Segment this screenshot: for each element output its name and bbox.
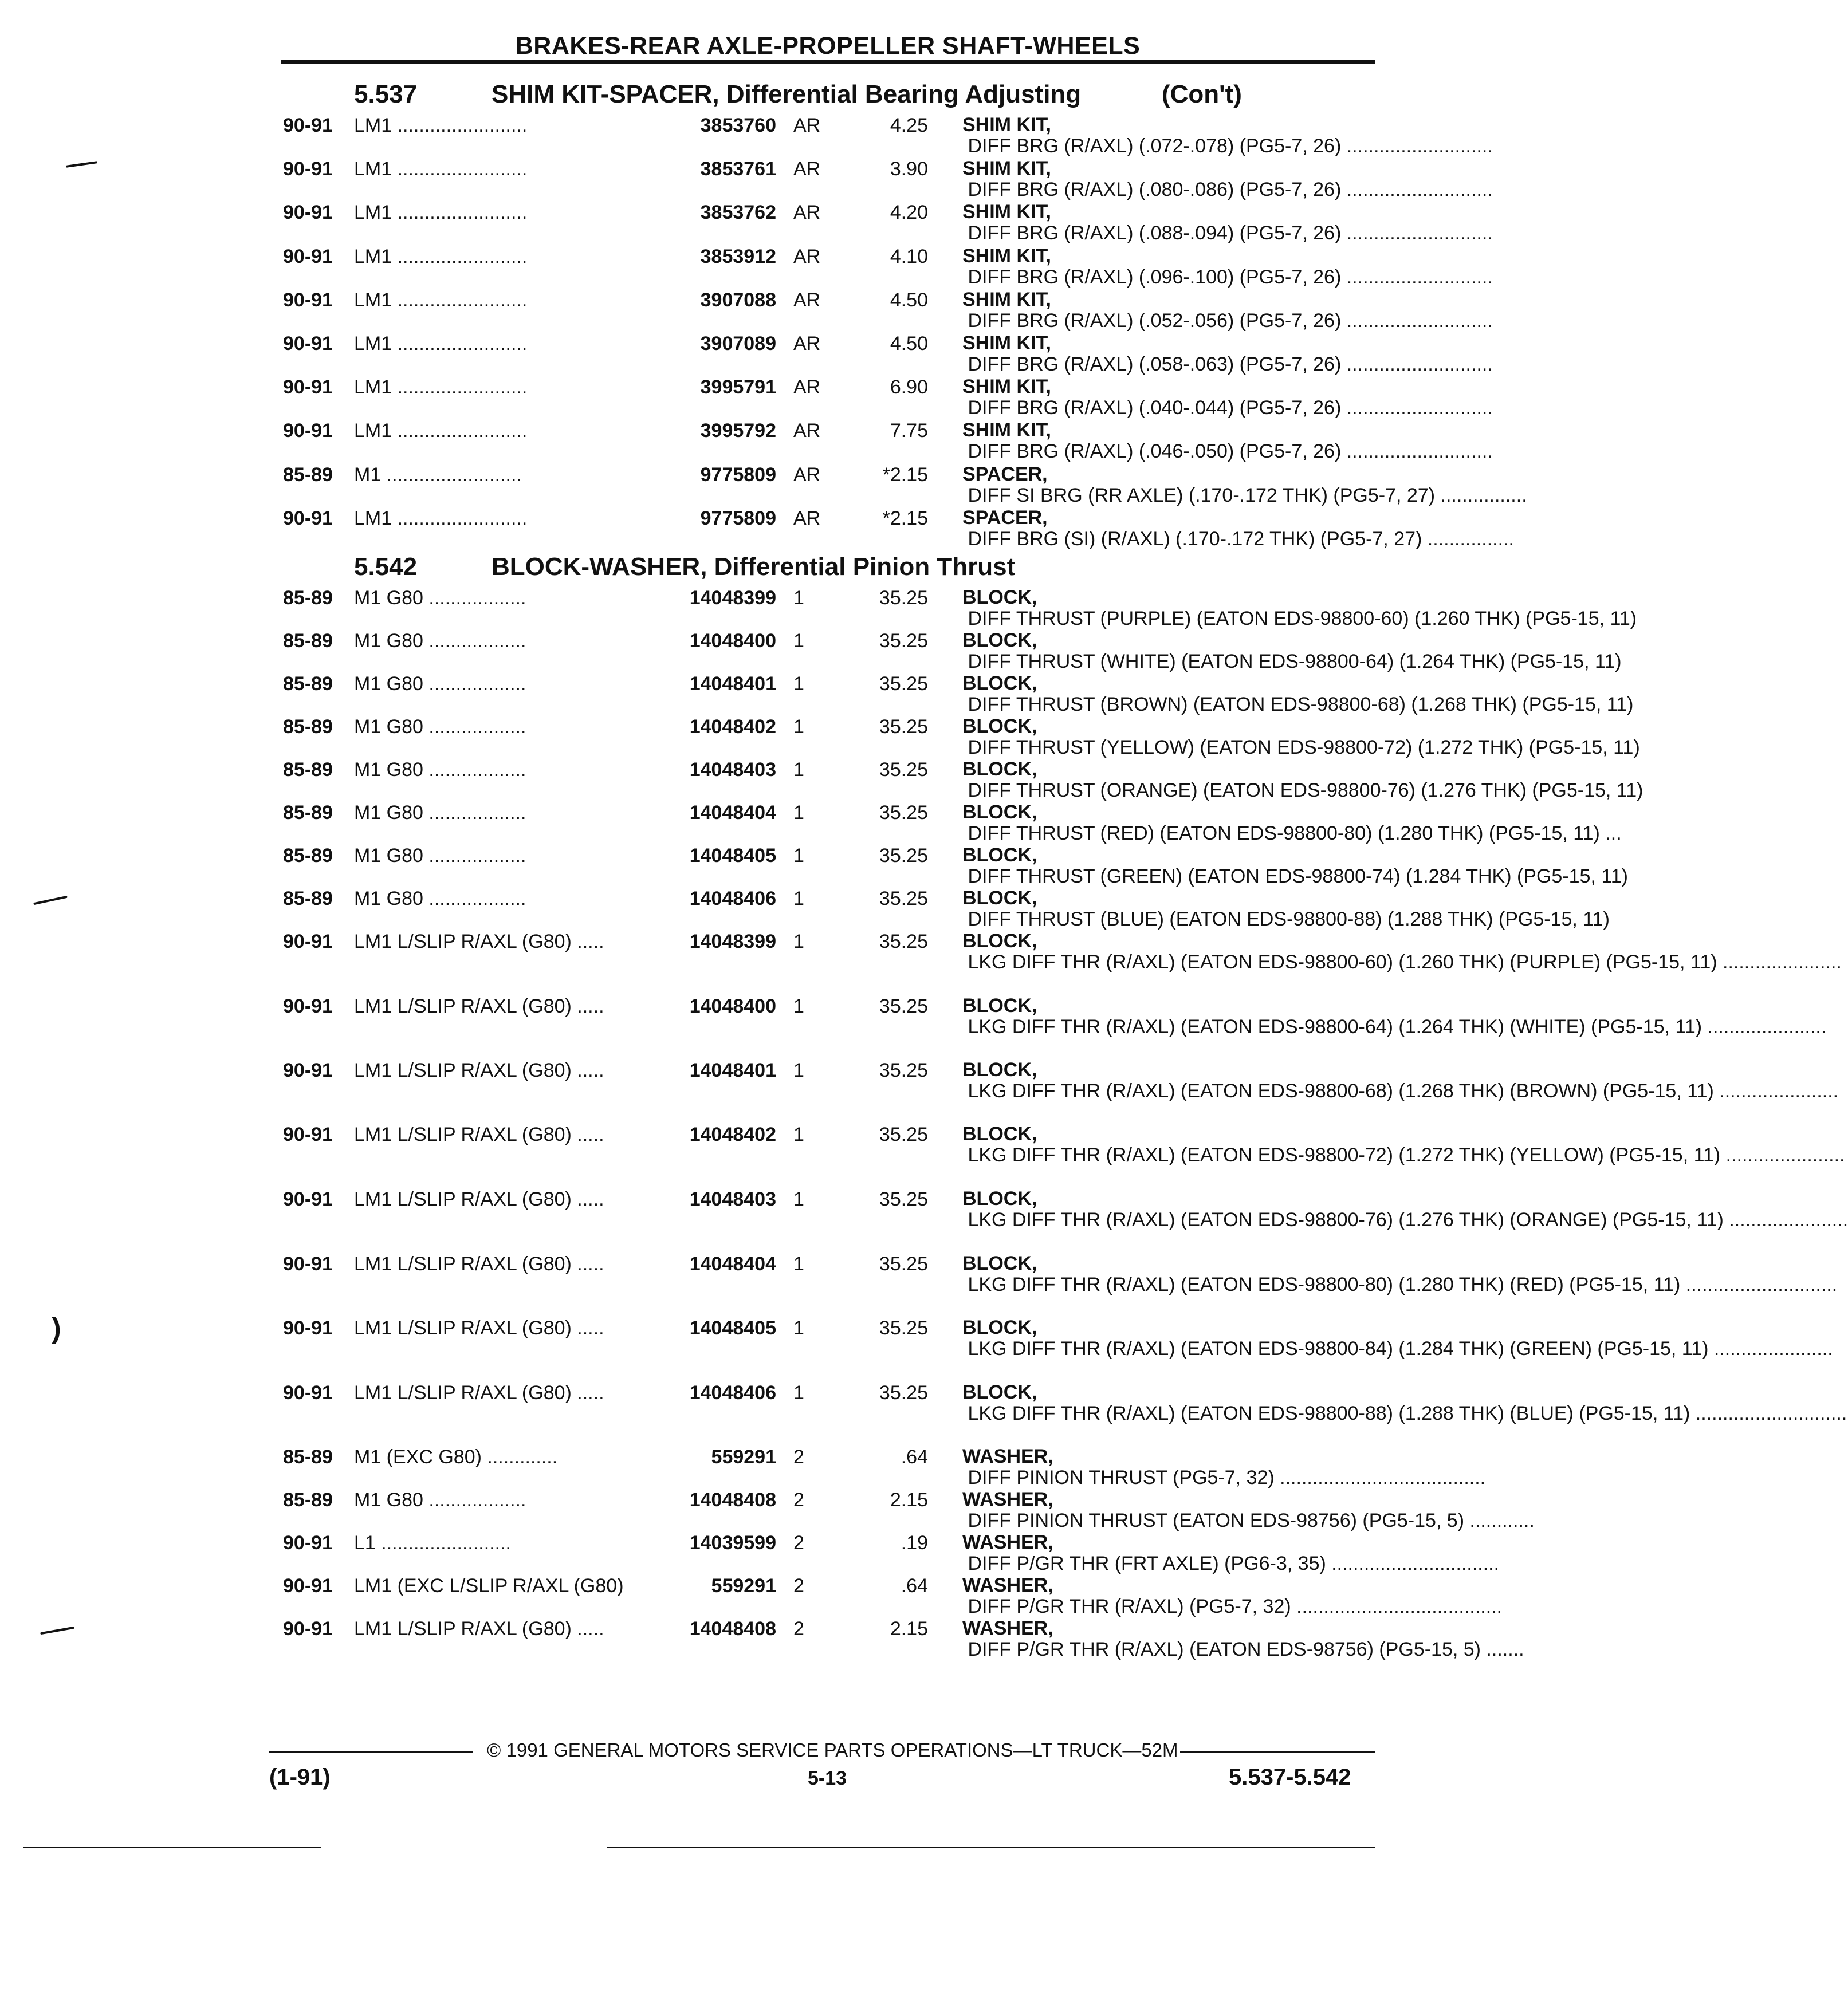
row-year: 85-89: [283, 802, 333, 824]
row-quantity: 1: [793, 1060, 804, 1081]
row-model: LM1 ........................: [354, 420, 528, 442]
row-year: 90-91: [283, 931, 333, 952]
row-year: 85-89: [283, 845, 333, 867]
row-description: [962, 507, 1514, 550]
row-price: 4.50: [890, 333, 928, 355]
catalog-row: [0, 844, 1628, 887]
row-part-number: 3995792: [700, 420, 776, 442]
row-price: *2.15: [882, 464, 928, 486]
row-model: LM1 L/SLIP R/AXL (G80) .....: [354, 931, 604, 952]
row-model: LM1 ........................: [354, 202, 528, 223]
row-description-type: SHIM KIT,: [962, 158, 1051, 179]
catalog-row: [0, 1446, 1486, 1489]
row-description-type: WASHER,: [962, 1531, 1053, 1553]
row-quantity: AR: [793, 115, 821, 136]
footer-rule-left: [269, 1751, 473, 1753]
row-description-text: DIFF BRG (R/AXL) (.080-.086) (PG5-7, 26) ...........................: [962, 179, 1493, 200]
row-quantity: AR: [793, 289, 821, 311]
row-description-type: BLOCK,: [962, 672, 1037, 694]
catalog-row: [0, 672, 1634, 715]
row-price: 35.25: [879, 1124, 928, 1145]
row-description: [962, 201, 1493, 244]
row-part-number: 9775809: [700, 464, 776, 486]
row-description-type: WASHER,: [962, 1489, 1053, 1510]
row-part-number: 14048405: [689, 845, 776, 867]
catalog-row: [0, 995, 1827, 1038]
row-quantity: 2: [793, 1489, 804, 1511]
footer-copyright: © 1991 GENERAL MOTORS SERVICE PARTS OPERATIONS—LT TRUCK—52M: [487, 1739, 1178, 1761]
row-description: [962, 376, 1493, 419]
catalog-row: [0, 507, 1514, 550]
row-quantity: 1: [793, 1317, 804, 1339]
row-price: 4.10: [890, 246, 928, 267]
row-description-text: DIFF BRG (R/AXL) (.088-.094) (PG5-7, 26) ...........................: [962, 222, 1493, 244]
row-quantity: 2: [793, 1618, 804, 1640]
row-price: 2.15: [890, 1489, 928, 1511]
row-description-text: DIFF PINION THRUST (EATON EDS-98756) (PG5-15, 5) ............: [962, 1510, 1535, 1531]
row-description: [962, 1317, 1833, 1360]
row-part-number: 14048405: [689, 1317, 776, 1339]
row-quantity: 2: [793, 1446, 804, 1468]
row-year: 90-91: [283, 158, 333, 180]
row-model: LM1 L/SLIP R/AXL (G80) .....: [354, 1124, 604, 1145]
row-description-text: DIFF SI BRG (RR AXLE) (.170-.172 THK) (PG5-7, 27) ................: [962, 485, 1527, 506]
row-description-type: BLOCK,: [962, 586, 1037, 608]
row-description: [962, 419, 1493, 462]
row-description: [962, 1188, 1848, 1231]
row-description-type: SHIM KIT,: [962, 376, 1051, 397]
row-model: LM1 L/SLIP R/AXL (G80) .....: [354, 1253, 604, 1275]
row-year: 85-89: [283, 888, 333, 909]
row-part-number: 14048402: [689, 716, 776, 738]
row-part-number: 14048403: [689, 759, 776, 781]
row-price: 35.25: [879, 1188, 928, 1210]
row-description: [962, 463, 1527, 506]
row-description: [962, 995, 1827, 1038]
catalog-row: [0, 1059, 1839, 1102]
row-description-text: DIFF THRUST (RED) (EATON EDS-98800-80) (1.280 THK) (PG5-15, 11) ...: [962, 822, 1622, 844]
catalog-row: [0, 1531, 1500, 1574]
section-heading: BLOCK-WASHER, Differential Pinion Thrust: [492, 553, 1016, 581]
row-description: [962, 930, 1842, 973]
row-price: 4.20: [890, 202, 928, 223]
row-model: M1 G80 ..................: [354, 845, 526, 867]
catalog-row: [0, 332, 1493, 375]
page-header: BRAKES-REAR AXLE-PROPELLER SHAFT-WHEELS: [515, 32, 1141, 60]
row-description-text: DIFF P/GR THR (R/AXL) (EATON EDS-98756) (PG5-15, 5) .......: [962, 1639, 1524, 1660]
row-model: LM1 ........................: [354, 507, 528, 529]
row-year: 85-89: [283, 1446, 333, 1468]
row-description-text: DIFF THRUST (ORANGE) (EATON EDS-98800-76) (1.276 THK) (PG5-15, 11): [962, 779, 1643, 801]
row-price: 35.25: [879, 759, 928, 781]
row-description-type: SHIM KIT,: [962, 114, 1051, 136]
row-price: 35.25: [879, 802, 928, 824]
row-quantity: AR: [793, 376, 821, 398]
row-quantity: 1: [793, 1124, 804, 1145]
row-description-type: BLOCK,: [962, 1317, 1037, 1338]
row-description: [962, 114, 1493, 157]
row-year: 90-91: [283, 246, 333, 267]
footer-date: (1-91): [269, 1765, 331, 1790]
row-description-text: LKG DIFF THR (R/AXL) (EATON EDS-98800-80) (1.280 THK) (RED) (PG5-15, 11) ............................: [962, 1274, 1838, 1296]
catalog-row: [0, 1253, 1838, 1296]
row-description-type: BLOCK,: [962, 1381, 1037, 1403]
row-quantity: AR: [793, 202, 821, 223]
row-description-type: BLOCK,: [962, 1253, 1037, 1274]
catalog-row: [0, 463, 1527, 506]
row-quantity: 1: [793, 995, 804, 1017]
row-year: 90-91: [283, 376, 333, 398]
row-description-type: BLOCK,: [962, 1188, 1037, 1210]
catalog-row: [0, 419, 1493, 462]
row-price: 35.25: [879, 1382, 928, 1404]
row-model: LM1 ........................: [354, 289, 528, 311]
row-price: 4.50: [890, 289, 928, 311]
row-year: 90-91: [283, 1253, 333, 1275]
row-description-text: DIFF BRG (R/AXL) (.058-.063) (PG5-7, 26) ...........................: [962, 353, 1493, 375]
row-quantity: 2: [793, 1532, 804, 1554]
row-year: 90-91: [283, 507, 333, 529]
row-description-text: DIFF BRG (R/AXL) (.072-.078) (PG5-7, 26) ...........................: [962, 135, 1493, 157]
row-description-text: DIFF THRUST (GREEN) (EATON EDS-98800-74) (1.284 THK) (PG5-15, 11): [962, 865, 1628, 887]
row-description-type: SHIM KIT,: [962, 201, 1051, 223]
row-description-text: LKG DIFF THR (R/AXL) (EATON EDS-98800-88) (1.288 THK) (BLUE) (PG5-15, 11) ............................: [962, 1403, 1847, 1424]
row-part-number: 14048408: [689, 1489, 776, 1511]
row-quantity: AR: [793, 333, 821, 355]
row-description-type: BLOCK,: [962, 1059, 1037, 1081]
row-part-number: 3907089: [700, 333, 776, 355]
row-model: LM1 ........................: [354, 158, 528, 180]
row-description: [962, 332, 1493, 375]
row-description-type: SHIM KIT,: [962, 419, 1051, 441]
row-year: 90-91: [283, 1060, 333, 1081]
row-description: [962, 1531, 1500, 1574]
row-quantity: 2: [793, 1575, 804, 1597]
row-part-number: 3853760: [700, 115, 776, 136]
footer-rule-right: [1180, 1751, 1375, 1753]
row-part-number: 14048400: [689, 995, 776, 1017]
row-description-text: LKG DIFF THR (R/AXL) (EATON EDS-98800-68) (1.268 THK) (BROWN) (PG5-15, 11) ......................: [962, 1080, 1839, 1102]
row-part-number: 3995791: [700, 376, 776, 398]
row-model: LM1 L/SLIP R/AXL (G80) .....: [354, 1317, 604, 1339]
row-quantity: 1: [793, 716, 804, 738]
row-quantity: 1: [793, 1188, 804, 1210]
row-year: 90-91: [283, 1532, 333, 1554]
row-description: [962, 1123, 1845, 1166]
bottom-rule-left: [23, 1847, 321, 1848]
row-quantity: 1: [793, 888, 804, 909]
row-year: 85-89: [283, 673, 333, 695]
row-part-number: 14048406: [689, 1382, 776, 1404]
row-part-number: 9775809: [700, 507, 776, 529]
row-quantity: 1: [793, 802, 804, 824]
row-quantity: 1: [793, 759, 804, 781]
row-price: 35.25: [879, 845, 928, 867]
row-model: L1 ........................: [354, 1532, 511, 1554]
row-description: [962, 1574, 1503, 1617]
row-year: 90-91: [283, 1124, 333, 1145]
row-model: M1 G80 ..................: [354, 630, 526, 652]
row-description-text: LKG DIFF THR (R/AXL) (EATON EDS-98800-72) (1.272 THK) (YELLOW) (PG5-15, 11) ......................: [962, 1144, 1845, 1166]
row-quantity: 1: [793, 1253, 804, 1275]
row-part-number: 14039599: [689, 1532, 776, 1554]
catalog-row: [0, 289, 1493, 332]
row-year: 85-89: [283, 759, 333, 781]
row-part-number: 3853761: [700, 158, 776, 180]
row-quantity: AR: [793, 246, 821, 267]
row-price: 35.25: [879, 995, 928, 1017]
row-description: [962, 887, 1610, 930]
row-quantity: 1: [793, 845, 804, 867]
row-model: M1 G80 ..................: [354, 1489, 526, 1511]
row-year: 90-91: [283, 115, 333, 136]
row-part-number: 14048399: [689, 587, 776, 609]
catalog-row: [0, 930, 1842, 973]
row-quantity: AR: [793, 158, 821, 180]
row-description: [962, 289, 1493, 332]
row-description-type: BLOCK,: [962, 844, 1037, 866]
row-description-type: BLOCK,: [962, 715, 1037, 737]
catalog-row: [0, 1317, 1833, 1360]
catalog-row: [0, 1188, 1848, 1231]
catalog-row: [0, 1381, 1847, 1424]
row-price: 35.25: [879, 716, 928, 738]
row-description: [962, 629, 1622, 672]
catalog-row: [0, 114, 1493, 157]
row-model: LM1 L/SLIP R/AXL (G80) .....: [354, 1618, 604, 1640]
row-part-number: 14048403: [689, 1188, 776, 1210]
row-description: [962, 715, 1640, 758]
row-price: 35.25: [879, 587, 928, 609]
row-description-text: DIFF P/GR THR (R/AXL) (PG5-7, 32) ......................................: [962, 1596, 1503, 1617]
row-year: 90-91: [283, 1317, 333, 1339]
catalog-row: [0, 245, 1493, 288]
row-description: [962, 1059, 1839, 1102]
row-model: LM1 ........................: [354, 246, 528, 267]
row-model: LM1 L/SLIP R/AXL (G80) .....: [354, 1382, 604, 1404]
row-price: 35.25: [879, 1317, 928, 1339]
row-description: [962, 1253, 1838, 1296]
row-part-number: 14048400: [689, 630, 776, 652]
row-price: 35.25: [879, 888, 928, 909]
row-year: 90-91: [283, 333, 333, 355]
row-part-number: 14048404: [689, 1253, 776, 1275]
row-description-text: DIFF PINION THRUST (PG5-7, 32) ......................................: [962, 1467, 1486, 1489]
row-model: M1 G80 ..................: [354, 759, 526, 781]
section-number: 5.542: [354, 553, 418, 581]
row-quantity: 1: [793, 587, 804, 609]
row-year: 90-91: [283, 995, 333, 1017]
row-description-type: SPACER,: [962, 463, 1048, 485]
row-description-type: WASHER,: [962, 1617, 1053, 1639]
row-part-number: 14048408: [689, 1618, 776, 1640]
row-year: 90-91: [283, 1188, 333, 1210]
catalog-row: [0, 158, 1493, 200]
row-price: 7.75: [890, 420, 928, 442]
row-year: 90-91: [283, 420, 333, 442]
header-rule: [281, 60, 1375, 64]
catalog-row: [0, 758, 1643, 801]
row-quantity: 1: [793, 630, 804, 652]
row-year: 85-89: [283, 1489, 333, 1511]
row-quantity: 1: [793, 1382, 804, 1404]
row-part-number: 559291: [711, 1575, 776, 1597]
row-model: LM1 L/SLIP R/AXL (G80) .....: [354, 1060, 604, 1081]
row-price: .64: [901, 1575, 928, 1597]
row-quantity: 1: [793, 673, 804, 695]
footer-section-range: 5.537-5.542: [1229, 1765, 1351, 1790]
section-number: 5.537: [354, 80, 418, 108]
catalog-row: [0, 1123, 1845, 1166]
row-description-text: DIFF THRUST (WHITE) (EATON EDS-98800-64) (1.264 THK) (PG5-15, 11): [962, 651, 1622, 672]
row-description-text: DIFF BRG (SI) (R/AXL) (.170-.172 THK) (PG5-7, 27) ................: [962, 528, 1514, 550]
catalog-row: [0, 629, 1622, 672]
row-price: 35.25: [879, 1253, 928, 1275]
row-model: LM1 ........................: [354, 376, 528, 398]
row-description-type: BLOCK,: [962, 995, 1037, 1017]
row-part-number: 559291: [711, 1446, 776, 1468]
row-description-text: DIFF THRUST (PURPLE) (EATON EDS-98800-60) (1.260 THK) (PG5-15, 11): [962, 608, 1637, 629]
row-price: 6.90: [890, 376, 928, 398]
row-year: 85-89: [283, 464, 333, 486]
row-model: M1 G80 ..................: [354, 673, 526, 695]
row-description: [962, 245, 1493, 288]
row-description: [962, 1381, 1847, 1424]
row-model: LM1 (EXC L/SLIP R/AXL (G80): [354, 1575, 624, 1597]
section-heading: SHIM KIT-SPACER, Differential Bearing Adjusting: [492, 80, 1082, 108]
catalog-row: [0, 376, 1493, 419]
row-part-number: 3907088: [700, 289, 776, 311]
row-part-number: 3853762: [700, 202, 776, 223]
row-description-text: DIFF BRG (R/AXL) (.046-.050) (PG5-7, 26) ...........................: [962, 440, 1493, 462]
catalog-row: [0, 887, 1610, 930]
row-description-type: BLOCK,: [962, 887, 1037, 909]
row-description-type: SHIM KIT,: [962, 245, 1051, 267]
row-price: .19: [901, 1532, 928, 1554]
row-quantity: 1: [793, 931, 804, 952]
row-price: .64: [901, 1446, 928, 1468]
catalog-row: [0, 586, 1637, 629]
row-description-text: DIFF P/GR THR (FRT AXLE) (PG6-3, 35) ...............................: [962, 1553, 1500, 1574]
row-description-text: LKG DIFF THR (R/AXL) (EATON EDS-98800-64) (1.264 THK) (WHITE) (PG5-15, 11) ......................: [962, 1016, 1827, 1038]
row-model: LM1 ........................: [354, 115, 528, 136]
row-part-number: 3853912: [700, 246, 776, 267]
row-year: 90-91: [283, 1618, 333, 1640]
catalog-row: [0, 201, 1493, 244]
row-price: 2.15: [890, 1618, 928, 1640]
row-description-type: BLOCK,: [962, 629, 1037, 651]
row-description: [962, 801, 1622, 844]
row-part-number: 14048406: [689, 888, 776, 909]
row-part-number: 14048404: [689, 802, 776, 824]
row-year: 85-89: [283, 630, 333, 652]
row-price: 35.25: [879, 630, 928, 652]
row-description: [962, 672, 1634, 715]
row-description-text: DIFF BRG (R/AXL) (.052-.056) (PG5-7, 26) ...........................: [962, 310, 1493, 332]
row-description-text: DIFF THRUST (YELLOW) (EATON EDS-98800-72) (1.272 THK) (PG5-15, 11): [962, 737, 1640, 758]
row-model: LM1 ........................: [354, 333, 528, 355]
row-price: 4.25: [890, 115, 928, 136]
catalog-row: [0, 715, 1640, 758]
row-price: 35.25: [879, 1060, 928, 1081]
row-description-type: WASHER,: [962, 1446, 1053, 1467]
row-model: M1 G80 ..................: [354, 587, 526, 609]
row-description: [962, 844, 1628, 887]
row-description-type: BLOCK,: [962, 801, 1037, 823]
row-description: [962, 758, 1643, 801]
footer-page-number: 5-13: [808, 1767, 847, 1789]
row-description-text: LKG DIFF THR (R/AXL) (EATON EDS-98800-76) (1.276 THK) (ORANGE) (PG5-15, 11) ......................: [962, 1209, 1848, 1231]
row-description: [962, 158, 1493, 200]
row-model: M1 (EXC G80) .............: [354, 1446, 558, 1468]
row-part-number: 14048399: [689, 931, 776, 952]
row-description: [962, 1489, 1535, 1531]
row-model: M1 .........................: [354, 464, 522, 486]
row-model: M1 G80 ..................: [354, 802, 526, 824]
row-year: 90-91: [283, 1575, 333, 1597]
row-description-type: WASHER,: [962, 1574, 1053, 1596]
row-description-type: SHIM KIT,: [962, 289, 1051, 310]
bottom-rule-right: [607, 1847, 1375, 1848]
row-price: 3.90: [890, 158, 928, 180]
row-description: [962, 1617, 1524, 1660]
row-year: 85-89: [283, 716, 333, 738]
row-year: 85-89: [283, 587, 333, 609]
catalog-row: [0, 1617, 1524, 1660]
catalog-row: [0, 1489, 1535, 1531]
row-description-text: LKG DIFF THR (R/AXL) (EATON EDS-98800-60) (1.260 THK) (PURPLE) (PG5-15, 11) ......................: [962, 951, 1842, 973]
row-model: LM1 L/SLIP R/AXL (G80) .....: [354, 995, 604, 1017]
row-model: M1 G80 ..................: [354, 888, 526, 909]
row-description-text: DIFF BRG (R/AXL) (.040-.044) (PG5-7, 26) ...........................: [962, 397, 1493, 419]
catalog-row: [0, 1574, 1503, 1617]
row-part-number: 14048401: [689, 673, 776, 695]
row-model: LM1 L/SLIP R/AXL (G80) .....: [354, 1188, 604, 1210]
row-model: M1 G80 ..................: [354, 716, 526, 738]
row-price: 35.25: [879, 673, 928, 695]
row-quantity: AR: [793, 464, 821, 486]
row-description-text: DIFF THRUST (BROWN) (EATON EDS-98800-68) (1.268 THK) (PG5-15, 11): [962, 694, 1634, 715]
row-year: 90-91: [283, 202, 333, 223]
margin-parenthesis: ): [52, 1312, 61, 1344]
row-description-type: SPACER,: [962, 507, 1048, 529]
row-quantity: AR: [793, 420, 821, 442]
row-description-type: SHIM KIT,: [962, 332, 1051, 354]
row-description: [962, 586, 1637, 629]
catalog-row: [0, 801, 1622, 844]
section-continued: (Con't): [1162, 80, 1242, 108]
row-description-text: DIFF THRUST (BLUE) (EATON EDS-98800-88) (1.288 THK) (PG5-15, 11): [962, 908, 1610, 930]
row-description: [962, 1446, 1486, 1489]
row-year: 90-91: [283, 1382, 333, 1404]
row-part-number: 14048401: [689, 1060, 776, 1081]
row-price: 35.25: [879, 931, 928, 952]
row-quantity: AR: [793, 507, 821, 529]
row-description-type: BLOCK,: [962, 1123, 1037, 1145]
row-description-type: BLOCK,: [962, 758, 1037, 780]
row-price: *2.15: [882, 507, 928, 529]
row-part-number: 14048402: [689, 1124, 776, 1145]
row-description-text: DIFF BRG (R/AXL) (.096-.100) (PG5-7, 26) ...........................: [962, 266, 1493, 288]
row-description-type: BLOCK,: [962, 930, 1037, 952]
row-description-text: LKG DIFF THR (R/AXL) (EATON EDS-98800-84) (1.284 THK) (GREEN) (PG5-15, 11) ......................: [962, 1338, 1833, 1360]
row-year: 90-91: [283, 289, 333, 311]
